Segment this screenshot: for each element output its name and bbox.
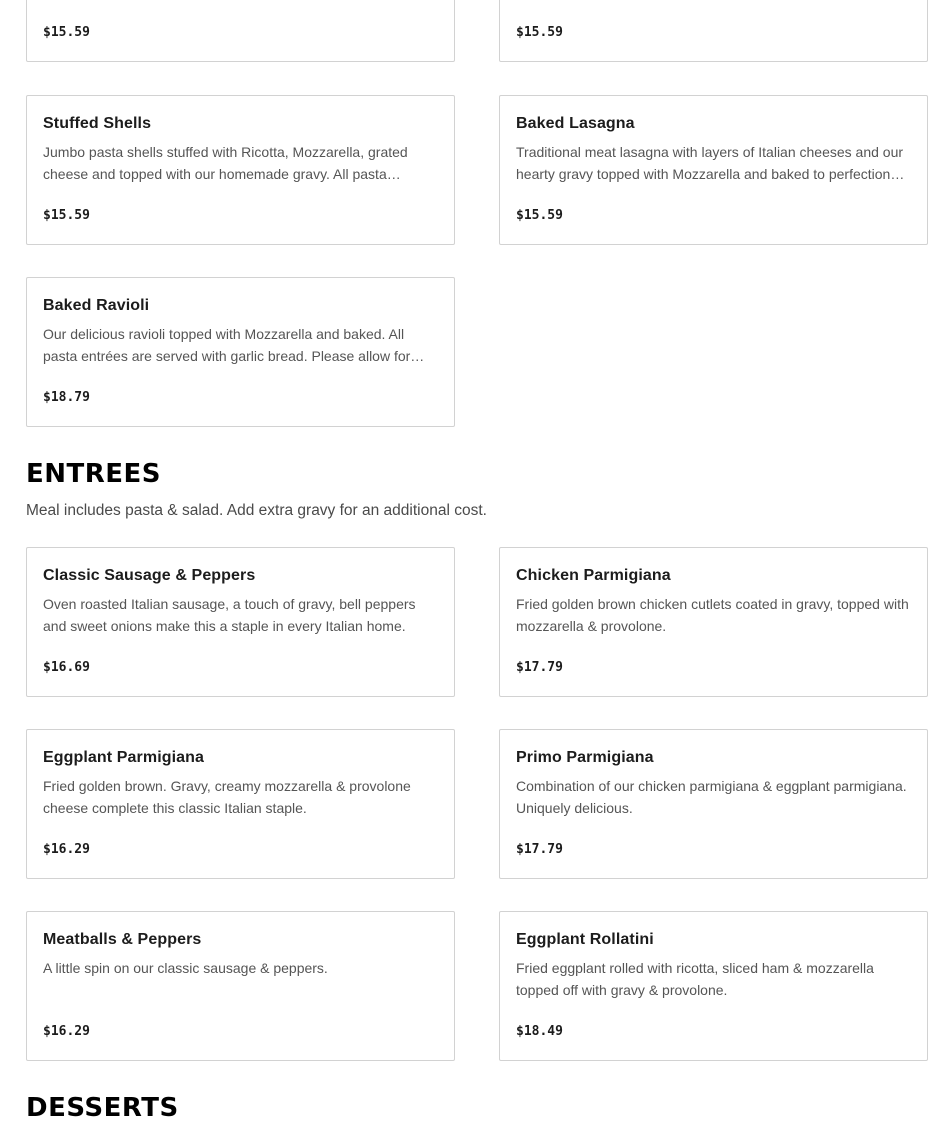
menu-item-description: Oven roasted Italian sausage, a touch of gravy, bell peppers and sweet onions make this a staple in every Italian home. bbox=[43, 596, 416, 634]
menu-item-card[interactable] bbox=[499, 0, 928, 62]
menu-item-name: Eggplant Rollatini bbox=[516, 931, 654, 948]
menu-item-price: $15.59 bbox=[516, 208, 563, 223]
section-subtitle-entrees: Meal includes pasta & salad. Add extra gravy for an additional cost. bbox=[26, 502, 487, 519]
menu-item-card[interactable] bbox=[26, 729, 455, 879]
menu-item-price: $18.49 bbox=[516, 1024, 563, 1039]
menu-item-card[interactable] bbox=[26, 277, 455, 427]
menu-item-price: $18.79 bbox=[43, 390, 90, 405]
menu-item-price: $16.69 bbox=[43, 660, 90, 675]
menu-item-price: $16.29 bbox=[43, 1024, 90, 1039]
menu-item-name: Primo Parmigiana bbox=[516, 749, 654, 766]
menu-item-card[interactable] bbox=[26, 547, 455, 697]
menu-item-description: A little spin on our classic sausage & peppers. bbox=[43, 960, 328, 976]
menu-item-name: Chicken Parmigiana bbox=[516, 567, 671, 584]
menu-item-price: $17.79 bbox=[516, 842, 563, 857]
menu-item-card[interactable] bbox=[499, 547, 928, 697]
menu-item-price: $16.29 bbox=[43, 842, 90, 857]
menu-item-description: Jumbo pasta shells stuffed with Ricotta, Mozzarella, grated cheese and topped with our homemade gravy. All pasta… bbox=[43, 144, 408, 182]
menu-item-price: $17.79 bbox=[516, 660, 563, 675]
menu-item-description: Traditional meat lasagna with layers of Italian cheeses and our hearty gravy topped with Mozzarella and baked to perfection… bbox=[516, 144, 905, 182]
menu-item-description: Our delicious ravioli topped with Mozzarella and baked. All pasta entrées are served with garlic bread. Please allow for… bbox=[43, 326, 425, 364]
menu-item-description: Fried golden brown chicken cutlets coated in gravy, topped with mozzarella & provolone. bbox=[516, 596, 909, 634]
menu-item-card[interactable] bbox=[499, 729, 928, 879]
menu-item-card[interactable] bbox=[26, 0, 455, 62]
menu-item-name: Baked Lasagna bbox=[516, 115, 635, 132]
menu-item-name: Meatballs & Peppers bbox=[43, 931, 202, 948]
menu-item-price: $15.59 bbox=[43, 208, 90, 223]
menu-item-description: Fried golden brown. Gravy, creamy mozzarella & provolone cheese complete this classic Italian staple. bbox=[43, 778, 411, 816]
menu-item-price: $15.59 bbox=[516, 25, 563, 40]
menu-item-name: Eggplant Parmigiana bbox=[43, 749, 205, 766]
section-title-desserts: DESSERTS bbox=[26, 1093, 179, 1123]
menu-item-card[interactable] bbox=[26, 911, 455, 1061]
menu-item-name: Classic Sausage & Peppers bbox=[43, 567, 256, 584]
menu-item-name: Baked Ravioli bbox=[43, 297, 150, 314]
menu-item-card[interactable] bbox=[499, 911, 928, 1061]
menu-item-card[interactable] bbox=[499, 95, 928, 245]
menu-item-card[interactable] bbox=[26, 95, 455, 245]
menu-item-price: $15.59 bbox=[43, 25, 90, 40]
menu-item-description: Combination of our chicken parmigiana & eggplant parmigiana. Uniquely delicious. bbox=[516, 778, 907, 816]
menu-item-name: Stuffed Shells bbox=[43, 115, 152, 132]
menu-item-description: Fried eggplant rolled with ricotta, sliced ham & mozzarella topped off with gravy & provolone. bbox=[516, 960, 874, 998]
section-title-entrees: ENTREES bbox=[26, 459, 162, 489]
